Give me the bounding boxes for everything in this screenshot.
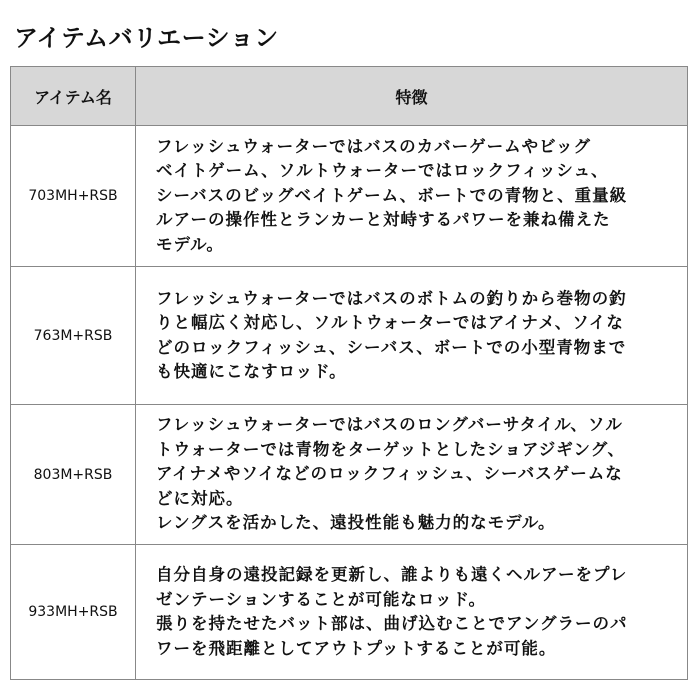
header-item-name: アイテム名 <box>11 67 136 126</box>
description-line: も快適にこなすロッド。 <box>156 362 347 381</box>
description-line: シーバスのビッグベイトゲーム、ボートでの青物と、重量級 <box>156 185 628 205</box>
item-description-cell <box>136 126 688 267</box>
description-line: りと幅広く対応し、ソルトウォーターではアイナメ、ソイな <box>156 313 624 332</box>
header-features: 特徴 <box>136 67 688 126</box>
item-description-cell <box>136 267 688 405</box>
table-row <box>11 126 688 267</box>
table-row <box>11 267 688 405</box>
description-line: フレッシュウォーターではバスのロングバーサタイル、ソル <box>156 415 623 435</box>
description-line: どに対応。 <box>156 488 244 508</box>
description-line: 自分自身の遠投記録を更新し、誰よりも遠くヘルアーをプレ <box>156 565 628 584</box>
description-line: どのロックフィッシュ、シーバス、ボートでの小型青物まで <box>156 337 627 357</box>
description-line: ワーを飛距離としてアウトプットすることが可能。 <box>156 638 557 658</box>
description-line: レングスを活かした、遠投性能も魅力的なモデル。 <box>156 513 556 533</box>
page-title: アイテムバリエーション <box>14 24 279 52</box>
description-line: フレッシュウォーターではバスのカバーゲームやビッグ <box>156 136 592 156</box>
description-line: ベイトゲーム、ソルトウォーターではロックフィッシュ、 <box>156 161 609 181</box>
item-name-cell: 703MH+RSB <box>11 126 136 267</box>
description-line: 張りを持たせたバット部は、曲げ込むことでアングラーのパ <box>156 614 628 633</box>
item-description-cell <box>136 545 688 680</box>
description-line: モデル。 <box>156 234 224 254</box>
item-variation-table <box>10 66 688 680</box>
item-name-cell: 803M+RSB <box>11 405 136 545</box>
description-line: トウォーターでは青物をターゲットとしたショアジギング、 <box>156 439 626 459</box>
table-row <box>11 545 688 680</box>
description-line: ルアーの操作性とランカーと対峙するパワーを兼ね備えた <box>156 210 611 230</box>
item-name-cell: 933MH+RSB <box>11 545 136 680</box>
item-name-cell: 763M+RSB <box>11 267 136 405</box>
item-description-cell <box>136 405 688 545</box>
description-line: フレッシュウォーターではバスのボトムの釣りから巻物の釣 <box>156 288 627 308</box>
table-header-row <box>11 67 688 126</box>
table-row <box>11 405 688 545</box>
description-line: アイナメやソイなどのロックフィッシュ、シーバスゲームな <box>156 464 623 484</box>
description-line: ゼンテーションすることが可能なロッド。 <box>156 589 487 609</box>
